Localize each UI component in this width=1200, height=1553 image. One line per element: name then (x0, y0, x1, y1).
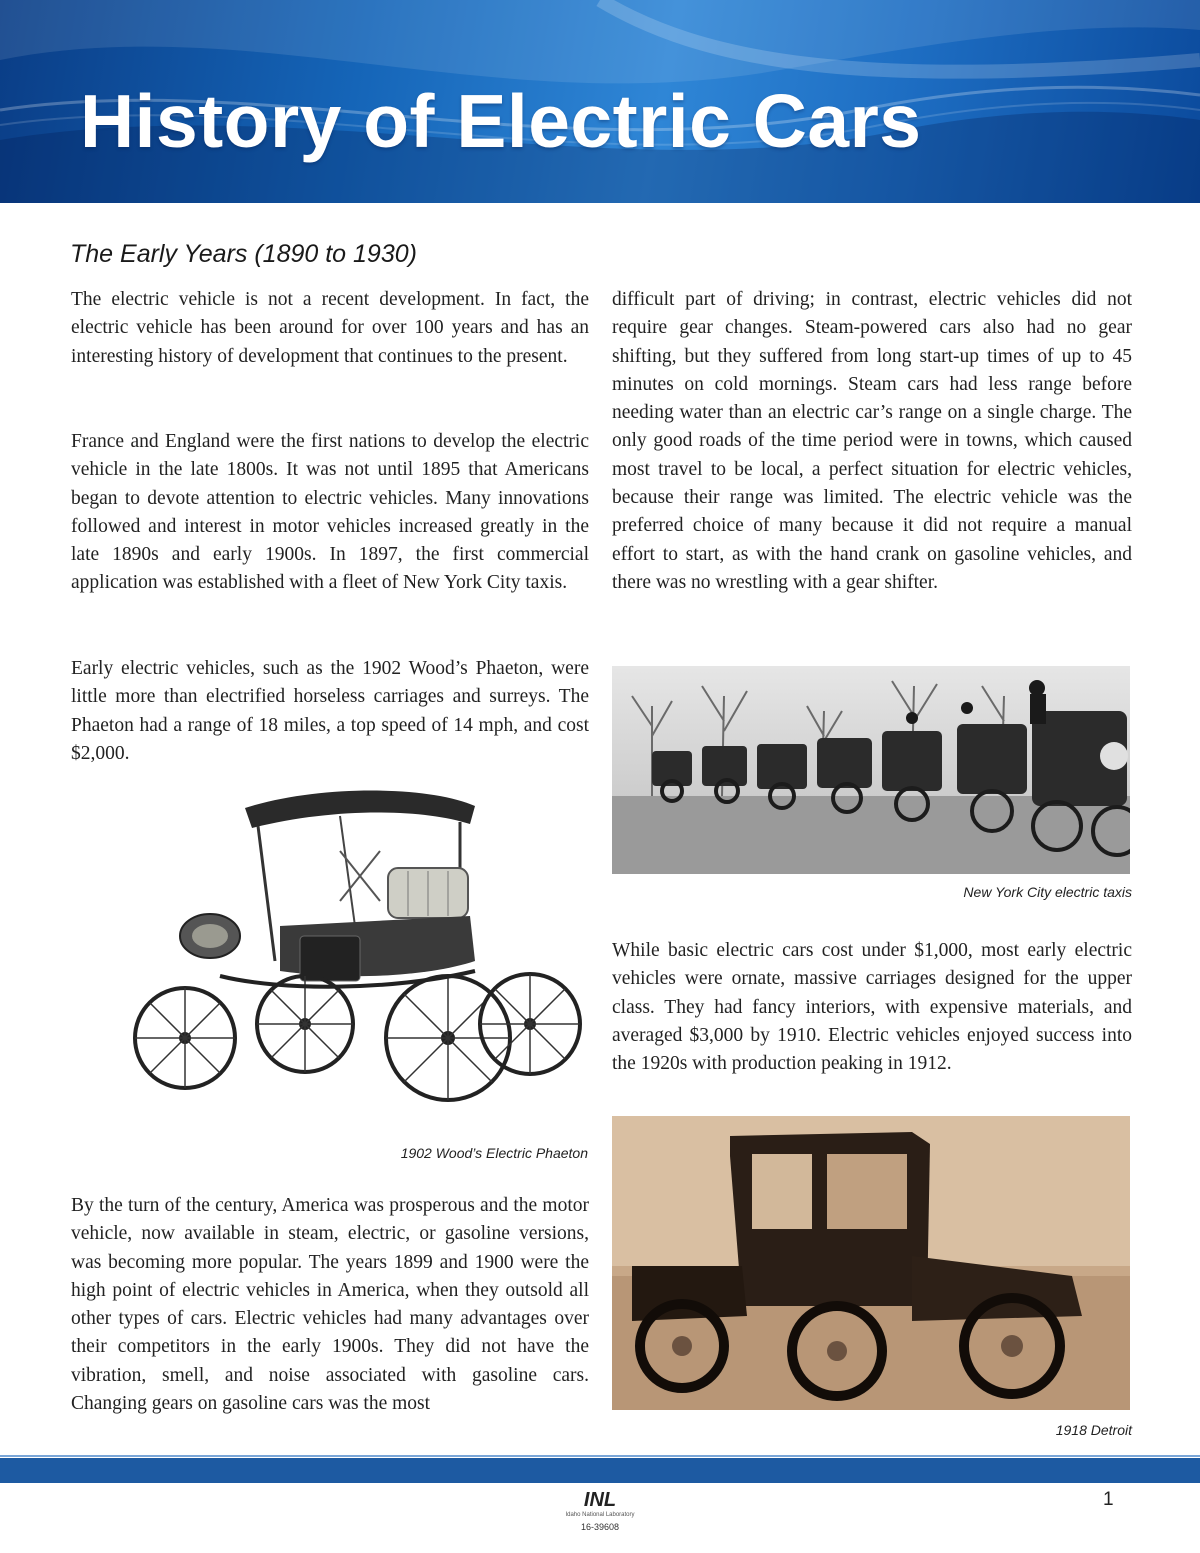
footer-rule (0, 1455, 1200, 1457)
paragraph-turn-of-century: By the turn of the century, America was prosperous and the motor vehicle, now available in steam, electric, or gasoline versions, was becoming more popular. The years 1899 and 1900 were the high point of electric vehicles in America, when they outsold all other types of cars. Electric vehicles had many advantages over their competitors in the early 1900s. They did not have the vibration, smell, and noise associated with gasoline cars. Changing gears on gasoline cars was the most (71, 1195, 589, 1415)
detroit-image (612, 1116, 1130, 1410)
document-number: 16-39608 (580, 1522, 620, 1532)
phaeton-image (130, 776, 590, 1136)
footer-bar (0, 1458, 1200, 1483)
paragraph-ornate-carriages: While basic electric cars cost under $1,000, most early electric vehicles were ornate, massive carriages designed for the upper class. They had fancy interiors, with expensive materials, and averaged $3,000 by 1910. Electric vehicles enjoyed success into the 1920s with production peaking in 1912. (612, 940, 1132, 1075)
page-number: 1 (1103, 1489, 1114, 1510)
section-heading: The Early Years (1890 to 1930) (70, 240, 417, 268)
taxis-image (612, 666, 1130, 874)
page-title: History of Electric Cars (80, 79, 922, 163)
logo-mark: INL (583, 1489, 617, 1511)
logo-subtext: Idaho National Laboratory (565, 1512, 635, 1518)
inl-logo (562, 1489, 638, 1549)
paragraph-advantages: difficult part of driving; in contrast, electric vehicles did not require gear changes. Steam-powered cars also had no gear shifting, but they suffered from long start-up times of up to 45 minutes on cold mornings. Steam cars had less range before needing water than an electric car’s range on a single charge. The only good roads of the time period were in towns, which caused most travel to be local, a perfect situation for electric vehicles, because their range was limited. The electric vehicle was the preferred choice of many because it did not require a manual effort to start, as with the hand crank on gasoline vehicles, and there was no wrestling with a gear shifter. (612, 289, 1132, 593)
paragraph-france-england: France and England were the first nations to develop the electric vehicle in the late 1800s. It was not until 1895 that Americans began to devote attention to electric vehicles. Many innovations followed and interest in motor vehicles increased greatly in the late 1890s and early 1900s. In 1897, the first commercial application was established with a fleet of New York City taxis. (71, 431, 589, 594)
caption-taxis: New York City electric taxis (963, 884, 1132, 900)
header-banner (0, 0, 1200, 203)
caption-detroit: 1918 Detroit (1055, 1422, 1132, 1438)
paragraph-intro: The electric vehicle is not a recent development. In fact, the electric vehicle has been around for over 100 years and has an interesting history of development that continues to the present. (71, 289, 589, 367)
paragraph-early-electric: Early electric vehicles, such as the 1902 Wood’s Phaeton, were little more than electrified horseless carriages and surreys. The Phaeton had a range of 18 miles, a top speed of 14 mph, and cost $2,000. (71, 658, 589, 764)
caption-phaeton: 1902 Wood’s Electric Phaeton (400, 1145, 588, 1161)
